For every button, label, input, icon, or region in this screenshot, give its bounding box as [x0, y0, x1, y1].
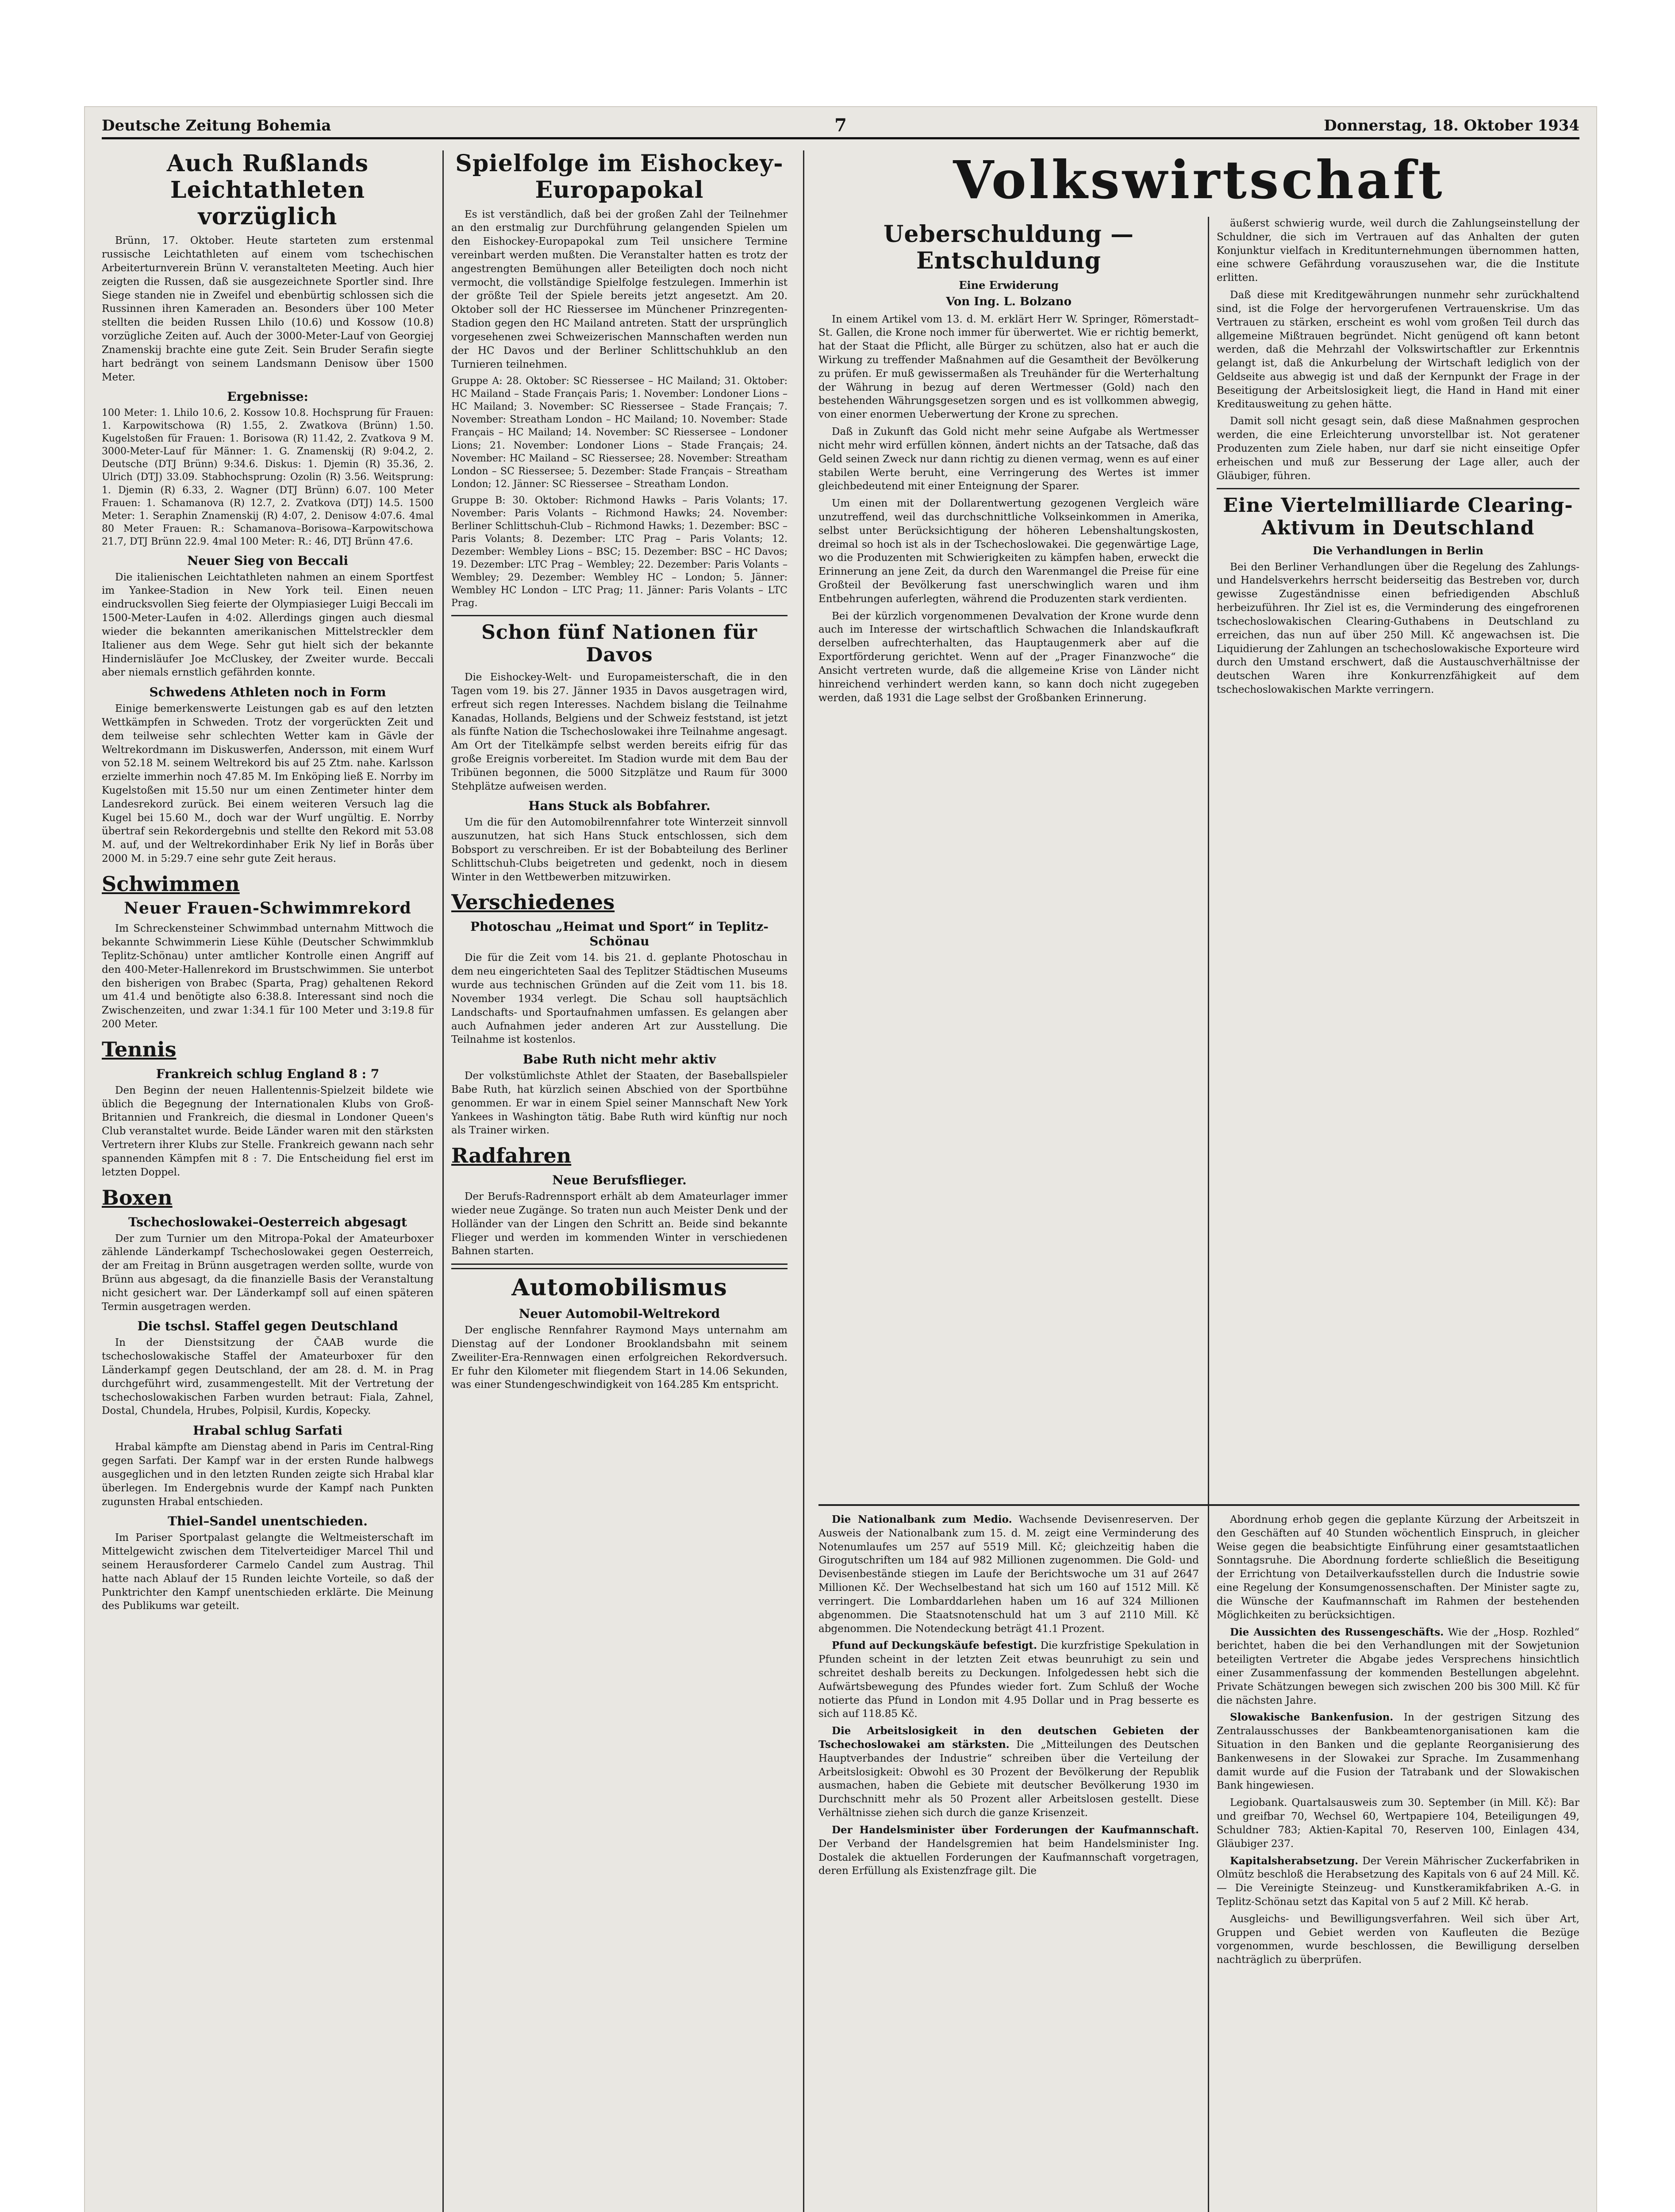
- divider: [451, 615, 788, 616]
- article-text: Der zum Turnier um den Mitropa-Pokal der Amateurboxer zählende Länderkampf Tschechoslowakei gegen Oesterreich, der am Freitag in Brünn ausgetragen werden sollte, wurde von Brünn aus abgesagt, da die finanzielle Basis der Veranstaltung nicht gesichert war. Der Länderkampf soll auf einen späteren Termin ausgetragen werden.: [102, 1233, 434, 1313]
- item-heading: Slowakische Bankenfusion.: [1230, 1711, 1394, 1724]
- subheading: Neuer Automobil-Weltrekord: [519, 1306, 720, 1321]
- section-divider: [818, 1504, 1579, 1506]
- news-item: [818, 1724, 1199, 1820]
- subheading: Photoschau „Heimat und Sport“ in Teplitz-Schönau: [470, 919, 769, 949]
- news-item: [1217, 1626, 1579, 1708]
- news-item: [1217, 1711, 1579, 1793]
- article-text: Um die für den Automobilrennfahrer tote Winterzeit sinnvoll auszunutzen, hat sich Hans Stuck entschlossen, sich dem Bobsport zu verschreiben. Er ist der Bobabteilung des Berliner Schlittschuh-Clubs beigetreten und gedenkt, noch in diesem Winter in den Wettbewerben mitzuwirken.: [451, 817, 788, 883]
- item-heading: Kapitalsherabsetzung.: [1230, 1855, 1359, 1867]
- newspaper-page: [84, 106, 1597, 2212]
- item-text: In der gestrigen Sitzung des Zentralausschusses der Bankbeamtenorganisationen kam die Situation in den Banken und die geplante Reorganisierung des Bankenwesens in der Slowakei zur Sprache. Im Zusammenhang damit wurde auf die Fusion der Tatrabank und der Slowakischen Bank hingewiesen.: [1217, 1712, 1579, 1792]
- issue-date: Donnerstag, 18. Oktober 1934: [1324, 117, 1579, 134]
- article-headline: Schon fünf Nationen für Davos: [481, 621, 757, 666]
- column-divider: [442, 150, 444, 2212]
- column-divider: [1208, 217, 1209, 2212]
- article-byline: Von Ing. L. Bolzano: [946, 295, 1072, 308]
- subheading: Neuer Sieg von Beccali: [187, 553, 349, 568]
- news-item: [818, 1639, 1199, 1721]
- article-headline: Spielfolge im Eishockey-Europapokal: [455, 150, 784, 204]
- section-heading-misc: Verschiedenes: [451, 890, 615, 914]
- item-heading: Pfund auf Deckungskäufe befestigt.: [832, 1640, 1037, 1652]
- item-heading: Die Arbeitslosigkeit in den deutschen Gebieten der Tschechoslowakei am stärksten.: [818, 1725, 1199, 1751]
- item-text: Wie der „Hosp. Rozhled“ berichtet, haben die bei den Verhandlungen mit der Sowjetunion beteiligten Vertreter die Abgabe jedes Versprechens hinsichtlich einer Zusammenfassung der kommenden Bestellungen abgelehnt. Private Schätzungen bewegen sich zwischen 200 bis 300 Mill. Kč für die nächsten Jahre.: [1217, 1626, 1579, 1706]
- news-item: Ausgleichs- und Bewilligungsverfahren. Weil sich über Art, Gruppen und Gebiet werden von Kaufleuten die Bezüge vorgenommen, wurde beschlossen, die Bewilligung derselben nachträglich zu überprüfen.: [1217, 1913, 1579, 1966]
- section-heading-motoring: Automobilismus: [511, 1274, 727, 1302]
- section-heading-tennis: Tennis: [102, 1037, 177, 1061]
- article-text: Einige bemerkenswerte Leistungen gab es auf den letzten Wettkämpfen in Schweden. Trotz der vorgerückten Zeit und dem teilweise sehr schlechten Wetter kam in Gävle der Weltrekordmann im Diskuswerfen, Andersson, mit einem Wurf von 52.18 M. seinem Weltrekord bis auf 25 Ztm. nahe. Karlsson erzielte immerhin noch 47.85 M. Im Enköping ließ E. Norrby im Kugelstoßen mit 15.50 nur um einen Zentimeter hinter dem Landesrekord zurück. Bei einem weiteren Versuch lag die Kugel bei 15.60 M., doch war der Wurf ungültig. E. Norrby übertraf sein Rekordergebnis und stellte den Rekord mit 53.08 M. auf, und der Weltrekordinhaber Erik Ny lief in Borås über 2000 M. in 5:29.7 eine sehr gute Zeit heraus.: [102, 703, 434, 865]
- item-heading: Die Nationalbank zum Medio.: [832, 1513, 1012, 1525]
- article-text: Die italienischen Leichtathleten nahmen an einem Sportfest im Yankee-Stadion in New York teil. Einen neuen eindrucksvollen Sieg feierte der Olympiasieger Luigi Beccali im 1500-Meter-Laufen in 4:02. Allerdings gingen auch diesmal wieder die bekannten amerikanischen Mittelstreckler dem Italiener aus dem Wege. Sehr gut hielt sich der bekannte Hindernisläufer Joe McCluskey, der Zweiter wurde. Beccali aber niemals ernstlich gefährden konnte.: [102, 571, 434, 679]
- subheading: Ergebnisse:: [227, 389, 308, 404]
- subheading: Tschechoslowakei–Oesterreich abgesagt: [128, 1214, 407, 1229]
- section-heading-cycling: Radfahren: [451, 1144, 572, 1168]
- item-text: Der Verein Mährischer Zuckerfabriken in Olmütz beschloß die Herabsetzung des Kapitals von 6 auf 24 Mill. Kč. — Die Vereinigte Steinzeug- und Kunstkeramikfabriken A.-G. in Teplitz-Schönau setzt das Kapital von 5 auf 2 Mill. Kč herab.: [1217, 1855, 1579, 1908]
- sports-column-2: [451, 150, 788, 2212]
- article-text: Damit soll nicht gesagt sein, daß diese Maßnahmen gesprochen werden, die eine Erleichterung unvorstellbar ist. Not geratener Produzenten zum Ziele haben, nur darf sie nicht einseitige Opfer erheischen und muß zur Besserung der Lage aller, auch der Gläubiger, führen.: [1217, 415, 1579, 482]
- item-text: Die kurzfristige Spekulation in Pfunden scheint in der letzten Zeit etwas beunruhigt zu sein und schreitet deshalb bereits zu Deckungen. Infolgedessen hebt sich die Aufwärtsbewegung des Pfundes wieder fort. Zum Schluß der Woche notierte das Pfund in London mit 4.95 Dollar und in Prag besserte es sich auf 118.85 Kč.: [818, 1640, 1199, 1720]
- item-text: Wachsende Devisenreserven. Der Ausweis der Nationalbank zum 15. d. M. zeigt eine Verminderung des Notenumlaufes um 257 auf 5519 Mill. Kč; gleichzeitig haben die Girogutschriften um 184 auf 982 Millionen zugenommen. Die Gold- und Devisenbestände stiegen im Laufe der Berichtswoche um 31 auf 2647 Millionen Kč. Der Wechselbestand hat sich um 160 auf 1512 Mill. Kč verringert. Die Lombarddarlehen haben um 16 auf 324 Millionen abgenommen. Die Staatsnotenschuld hat um 3 auf 2110 Mill. Kč abgenommen. Die Notendeckung beträgt 41.1 Prozent.: [818, 1514, 1199, 1635]
- news-item: [1217, 1855, 1579, 1909]
- subheading: Babe Ruth nicht mehr aktiv: [522, 1052, 716, 1067]
- item-heading: Der Handelsminister über Forderungen der Kaufmannschaft.: [832, 1824, 1199, 1836]
- schedule-group-b: Gruppe B: 30. Oktober: Richmond Hawks – Paris Volants; 17. November: Paris Volants – Richmond Hawks; 24. November: Berliner Schlittschuh-Club – Richmond Hawks; 1. Dezember: BSC – Paris Volants; 8. Dezember: LTC Prag – Paris Volants; 12. Dezember: Wembley Lions – BSC; 15. Dezember: BSC – HC Davos; 19. Dezember: LTC Prag – Wembley; 22. Dezember: Paris Volants – Wembley; 29. Dezember: Wembley HC – London; 5. Jänner: Wembley HC London – LTC Prag; 11. Jänner: Paris Volants – LTC Prag.: [451, 495, 788, 609]
- divider: [451, 1263, 788, 1269]
- section-heading-boxing: Boxen: [102, 1185, 173, 1210]
- section-banner-economy: Volkswirtschaft: [953, 149, 1445, 211]
- schedule-group-a: Gruppe A: 28. Oktober: SC Riessersee – HC Mailand; 31. Oktober: HC Mailand – Stade Français Paris; 1. November: Londoner Lions – HC Mailand; 3. November: SC Riessersee – Stade Français; 7. November: Streatham London – HC Mailand; 10. November: Stade Français – HC Mailand; 14. November: SC Riessersee – Londoner Lions; 21. November: Londoner Lions – Stade Français; 24. November: HC Mailand – SC Riessersee; 28. November: Streatham London – SC Riessersee; 5. Dezember: Stade Français – Streatham London; 12. Jänner: SC Riessersee – Streatham London.: [451, 376, 788, 490]
- section-heading-swimming: Schwimmen: [102, 872, 240, 896]
- economy-notes-left: [818, 1513, 1199, 2212]
- article-text: Der englische Rennfahrer Raymond Mays unternahm am Dienstag auf der Londoner Brooklandsbahn mit seinem Zweiliter-Era-Rennwagen einen erfolgreichen Rekordversuch. Er fuhr den Kilometer mit fliegendem Start in 14.06 Sekunden, was einer Stundengeschwindigkeit von 164.285 Km entspricht.: [451, 1325, 788, 1391]
- subheading: Schwedens Athleten noch in Form: [149, 685, 386, 700]
- item-text: Der Verband der Handelsgremien hat beim Handelsminister Ing. Dostalek die aktuellen Forderungen der Kaufmannschaft vorgetragen, deren Erfüllung als Existenzfrage gilt. Die: [818, 1838, 1199, 1877]
- divider: [1217, 488, 1579, 489]
- masthead-rule: [102, 137, 1579, 139]
- article-headline: Auch Rußlands Leichtathleten vorzüglich: [166, 150, 369, 230]
- page-number: 7: [834, 115, 847, 136]
- article-headline: Ueberschuldung — Entschuldung: [883, 221, 1134, 274]
- results-list: 100 Meter: 1. Lhilo 10.6, 2. Kossow 10.8. Hochsprung für Frauen: 1. Karpowitschowa (R) 1.55, 2. Zwatkova (Brünn) 1.50. Kugelstoßen für Frauen: 1. Borisowa (R) 11.42, 2. Zvatkova 9 M. 3000-Meter-Lauf für Männer: 1. G. Znamenskij (R) 9:04.2, 2. Deutsche (DTJ Brünn) 9:34.6. Diskus: 1. Djemin (R) 35.36, 2. Ulrich (DTJ) 33.09. Stabhochsprung: Ozolin (R) 3.56. Weitsprung: 1. Djemin (R) 6.33, 2. Wagner (DTJ Brünn) 6.07. 100 Meter Frauen: 1. Schamanova (R) 12.7, 2. Zvatkova (DTJ) 14.5. 1500 Meter: 1. Seraphin Znamenskij (R) 4:07, 2. Denisow 4:07.6. 4mal 80 Meter Frauen: R.: Schamanova–Borisowa–Karpowitschowa 21.7, DTJ Brünn 22.9. 4mal 100 Meter: R.: 46, DTJ Brünn 47.6.: [102, 407, 434, 547]
- article-text: Im Pariser Sportpalast gelangte die Weltmeisterschaft im Mittelgewicht zwischen dem Titelverteidiger Marcel Thil und seinem Herausforderer Carmelo Candel zum Austrag. Thil hatte nach Ablauf der 15 Runden leichte Vorteile, so daß der Punktrichter den Kampf unentschieden erklärte. Die Meinung des Publikums war geteilt.: [102, 1532, 434, 1612]
- article-text: Im Schreckensteiner Schwimmbad unternahm Mittwoch die bekannte Schwimmerin Liese Kühle (Deutscher Schwimmklub Teplitz-Schönau) unter amtlicher Kontrolle einen Angriff auf den 400-Meter-Hallenrekord im Brustschwimmen. Sie unterbot den bisherigen von Brabec (Sparta, Prag) gehaltenen Rekord um 41.4 und benötigte also 6:38.8. Interessant sind noch die Zwischenzeiten, und zwar 1:34.1 für 100 Meter und 3:19.8 für 200 Meter.: [102, 923, 434, 1030]
- article-text: Der volkstümlichste Athlet der Staaten, der Baseballspieler Babe Ruth, hat kürzlich seinen Abschied von der Sportbühne genommen. Er war in einem Spiel seiner Mannschaft New York Yankees in Washington tätig. Babe Ruth wird künftig nur noch als Trainer wirken.: [451, 1070, 788, 1137]
- subheading: Die tschsl. Staffel gegen Deutschland: [137, 1319, 398, 1334]
- article-text: In einem Artikel vom 13. d. M. erklärt Herr W. Springer, Römerstadt–St. Gallen, die Krone noch immer für überwertet. Wie er richtig bemerkt, hat der Staat die Pflicht, alle Bürger zu schützen, also hat er auch die Wirkung zu treffender Maßnahmen auf die Gesamtheit der Bevölkerung zu prüfen. Er muß gewissermaßen als Treuhänder für die Werterhaltung der Währung in bezug auf deren Wertmesser (Gold) nach den bestehenden Währungsgesetzen sorgen und es ist vollkommen abwegig, von einer enormen Ueberwertung der Krone zu sprechen.: [818, 313, 1199, 421]
- economy-notes-right: [1217, 1513, 1579, 2212]
- item-heading: Die Aussichten des Russengeschäfts.: [1230, 1626, 1444, 1638]
- column-divider: [803, 150, 804, 2212]
- newspaper-name: Deutsche Zeitung Bohemia: [102, 117, 331, 134]
- economy-column-right: [1217, 217, 1579, 1566]
- article-text: Die Eishockey-Welt- und Europameisterschaft, die in den Tagen vom 19. bis 27. Jänner 1935 in Davos ausgetragen wird, erfreut sich regen Interesses. Nachdem bislang die Teilnahme Kanadas, Hollands, Belgiens und der Schweiz feststand, ist jetzt als fünfte Nation die Tschechoslowakei ihre Teilnahme angesagt. Am Ort der Titelkämpfe selbst werden bereits eifrig für das große Ereignis vorbereitet. Im Stadion wurde mit dem Bau der Tribünen begonnen, die 5000 Sitzplätze und Raum für 3000 Stehplätze aufweisen werden.: [451, 672, 788, 792]
- article-subtitle: Die Verhandlungen in Berlin: [1313, 544, 1483, 557]
- article-text: In der Dienstsitzung der ČAAB wurde die tschechoslowakische Staffel der Amateurboxer für den Länderkampf gegen Deutschland, der am 28. d. M. in Prag durchgeführt wird, zusammengestellt. Mit der Vertretung der tschechoslowakischen Farben wurden betraut: Fiala, Zahnel, Dostal, Chundela, Hrubes, Polpisil, Kurdis, Kopecky.: [102, 1337, 434, 1417]
- article-text: äußerst schwierig wurde, weil durch die Zahlungseinstellung der Schuldner, die sich im Vertrauen auf das Anhalten der guten Konjunktur vielfach in Kreditunternehmungen übernommen hatten, eine schwere Gefährdung vorauszusehen war, die die Institute erlitten.: [1217, 218, 1579, 284]
- article-text: Hrabal kämpfte am Dienstag abend in Paris im Central-Ring gegen Sarfati. Der Kampf war in der ersten Runde halbwegs ausgeglichen und in den letzten Runden zeigte sich Hrabal klar überlegen. Im Endergebnis wurde der Kampf nach Punkten zugunsten Hrabal entschieden.: [102, 1441, 434, 1508]
- subheading: Hrabal schlug Sarfati: [193, 1423, 342, 1438]
- article-text: Den Beginn der neuen Hallentennis-Spielzeit bildete wie üblich die Begegnung der Internationalen Klubs von Groß-Britannien und Frankreich, die diesmal in Londoner Queen's Club veranstaltet wurde. Beide Länder waren mit den stärksten Vertretern ihrer Klubs zur Stelle. Frankreich gewann nach sehr spannenden Kämpfen mit 8 : 7. Die Entscheidung fiel erst im letzten Doppel.: [102, 1084, 434, 1178]
- article-text: Abordnung erhob gegen die geplante Kürzung der Arbeitszeit in den Geschäften auf 40 Stunden wöchentlich Einspruch, in gleicher Weise gegen die beabsichtigte Einführung einer gesamtstaatlichen Sonntagsruhe. Die Abordnung forderte schließlich die Beseitigung der Errichtung von Detailverkaufsstellen durch die Industrie sowie eine Regelung der Konsumgenossenschaften. Der Minister sagte zu, die Wünsche der Kaufmannschaft im Rahmen der bestehenden Möglichkeiten zu berücksichtigen.: [1217, 1514, 1579, 1621]
- article-text: Bei den Berliner Verhandlungen über die Regelung des Zahlungs- und Handelsverkehrs herrscht beiderseitig das Bestreben vor, durch gewisse Zugeständnisse einen befriedigenden Abschluß herbeizuführen. Ihr Ziel ist es, die Verminderung des eingefrorenen tschechoslowakischen Clearing-Guthabens in Deutschland zu erreichen, das nun auf über 250 Mill. Kč angewachsen ist. Die Liquidierung der Zahlungen an tschechoslowakische Exporteure wird durch den Umstand erschwert, daß die Austauschverhältnisse der deutschen Waren ihre Konkurrenzfähigkeit auf dem tschechoslowakischen Markte verringern.: [1217, 561, 1579, 695]
- news-item: [818, 1513, 1199, 1636]
- subheading: Hans Stuck als Bobfahrer.: [528, 799, 711, 814]
- subheading: Thiel–Sandel unentschieden.: [168, 1514, 368, 1529]
- article-text: Daß in Zukunft das Gold nicht mehr seine Aufgabe als Wertmesser nicht mehr wird erfüllen können, ändert nichts an der Tatsache, daß das Geld seinen Zweck nur dann richtig zu dienen vermag, wenn es auf einer stabilen Werte beruht, eine Verringerung des Wertes ist immer gleichbedeutend mit einer Enteignung der Sparer.: [818, 426, 1199, 492]
- article-text: Bei der kürzlich vorgenommenen Devalvation der Krone wurde denn auch im Interesse der wirtschaftlich Schwachen die Inlandskaufkraft derselben aufrechterhalten, das Hauptaugenmerk aber auf die Exportförderung gerichtet. Wenn auf der „Prager Finanzwoche“ die Ansicht vertreten wurde, daß die allgemeine Krise von Länder nicht hinreichend verhindert werden kann, so kann doch nicht zugegeben werden, daß 1931 die Lage selbst der Großbanken Erinnerung.: [818, 610, 1199, 704]
- article-text: Brünn, 17. Oktober. Heute starteten zum erstenmal russische Leichtathleten auf einem vom tschechischen Arbeiterturnverein Brünn V. veranstalteten Meeting. Auch hier zeigten die Russen, daß sie ausgezeichnete Sportler sind. Ihre Siege standen nie in Zweifel und ebenbürtig schlossen sich die Russinnen ihren Kameraden an. Besonders über 100 Meter stellten die beiden Russen Lhilo (10.6) und Kossow (10.8) vorzügliche Zeiten auf. Auch der 3000-Meter-Lauf von Georgiej Znamenskij brachte eine gute Zeit. Sein Bruder Serafin siegte hart bedrängt von seinem Landsmann Denisow über 1500 Meter.: [102, 235, 434, 383]
- news-item: Legiobank. Quartalsausweis zum 30. September (in Mill. Kč): Bar und greifbar 70, Wechsel 60, Wertpapiere 104, Beteiligungen 49, Schuldner 783; Aktien-Kapital 70, Reserven 100, Einlagen 434, Gläubiger 237.: [1217, 1797, 1579, 1850]
- article-text: Es ist verständlich, daß bei der großen Zahl der Teilnehmer an den erstmalig zur Durchführung gelangenden Spielen um den Eishockey-Europapokal zum Teil unsichere Termine vereinbart werden mußten. Die Veranstalter hatten es trotz der angestrengten Bemühungen aller Beteiligten doch noch nicht vermocht, die vollständige Spielfolge festzulegen. Immerhin ist der größte Teil der Spiele bereits jetzt angesetzt. Am 20. Oktober soll der HC Riessersee im Münchener Prinzregenten-Stadion gegen den HC Mailand antreten. Statt der ursprünglich vorgesehenen zwei Schweizerischen Mannschaften werden nun der HC Davos und der Berliner Schlittschuhklub an den Turnieren teilnehmen.: [451, 208, 788, 370]
- sports-column-1: [102, 150, 434, 2212]
- article-text: Um einen mit der Dollarentwertung gezogenen Vergleich wäre unzutreffend, weil das durchschnittliche Volkseinkommen in Amerika, selbst unter Berücksichtigung der höheren Lebenshaltungskosten, dreimal so hoch ist als in der Tschechoslowakei. Die gegenwärtige Lage, wo die Produzenten mit Schwierigkeiten zu kämpfen haben, erweckt die Erinnerung an jene Zeit, da durch den Warenmangel die Preise für eine Großteil der Bevölkerung fast unerschwinglich waren und ihm Entbehrungen auferlegten, während die Produzenten stark verdienten.: [818, 498, 1199, 605]
- article-headline: Neuer Frauen-Schwimmrekord: [124, 899, 411, 918]
- subheading: Frankreich schlug England 8 : 7: [156, 1066, 380, 1081]
- item-text: Die „Mitteilungen des Deutschen Hauptverbandes der Industrie“ schreiben über die Verteilung der Arbeitslosigkeit: Obwohl es 30 Prozent der Bevölkerung der Republik ausmachen, haben die Gebiete mit deutscher Bevölkerung 1930 im Durchschnitt mehr als 50 Prozent aller Arbeitslosen gestellt. Diese Verhältnisse ziehen sich durch die ganze Krisenzeit.: [818, 1739, 1199, 1819]
- article-headline: Eine Viertelmilliarde Clearing-Aktivum in Deutschland: [1223, 494, 1573, 540]
- article-subtitle: Eine Erwiderung: [959, 278, 1059, 292]
- article-text: Daß diese mit Kreditgewährungen nunmehr sehr zurückhaltend sind, ist die Folge der hervorgerufenen Vertrauenskrise. Um das Vertrauen zu stärken, erscheint es wohl vom großen Teil durch das allgemeine Mißtrauen begründet. Nicht genügend oft kann betont werden, daß die Mehrzahl der Volkswirtschaftler zur Erkenntnis gelangt ist, daß die Ankurbelung der Wirtschaft lediglich von der Geldseite aus abwegig ist und daß der Kernpunkt der Frage in der Beseitigung der Arbeitslosigkeit liegt, die Hand in Hand mit einer Kreditausweitung zu gehen hätte.: [1217, 289, 1579, 410]
- article-text: Die für die Zeit vom 14. bis 21. d. geplante Photoschau in dem neu eingerichteten Saal des Teplitzer Städtischen Museums wurde aus technischen Gründen auf die Zeit vom 11. bis 18. November 1934 verlegt. Die Schau soll hauptsächlich Landschafts- und Sportaufnahmen umfassen. Es gelangen aber auch Aufnahmen jeder anderen Art zur Ausstellung. Die Teilnahme ist kostenlos.: [451, 952, 788, 1046]
- news-item: [818, 1824, 1199, 1878]
- economy-column-left: [818, 150, 1199, 1500]
- subheading: Neue Berufsflieger.: [552, 1173, 687, 1188]
- article-text: Der Berufs-Radrennsport erhält ab dem Amateurlager immer wieder neue Zugänge. So traten nun auch Meister Denk und der Holländer van der Lingen den Schritt an. Beide sind bekannte Flieger und werden im kommenden Winter in verschiedenen Bahnen starten.: [451, 1191, 788, 1257]
